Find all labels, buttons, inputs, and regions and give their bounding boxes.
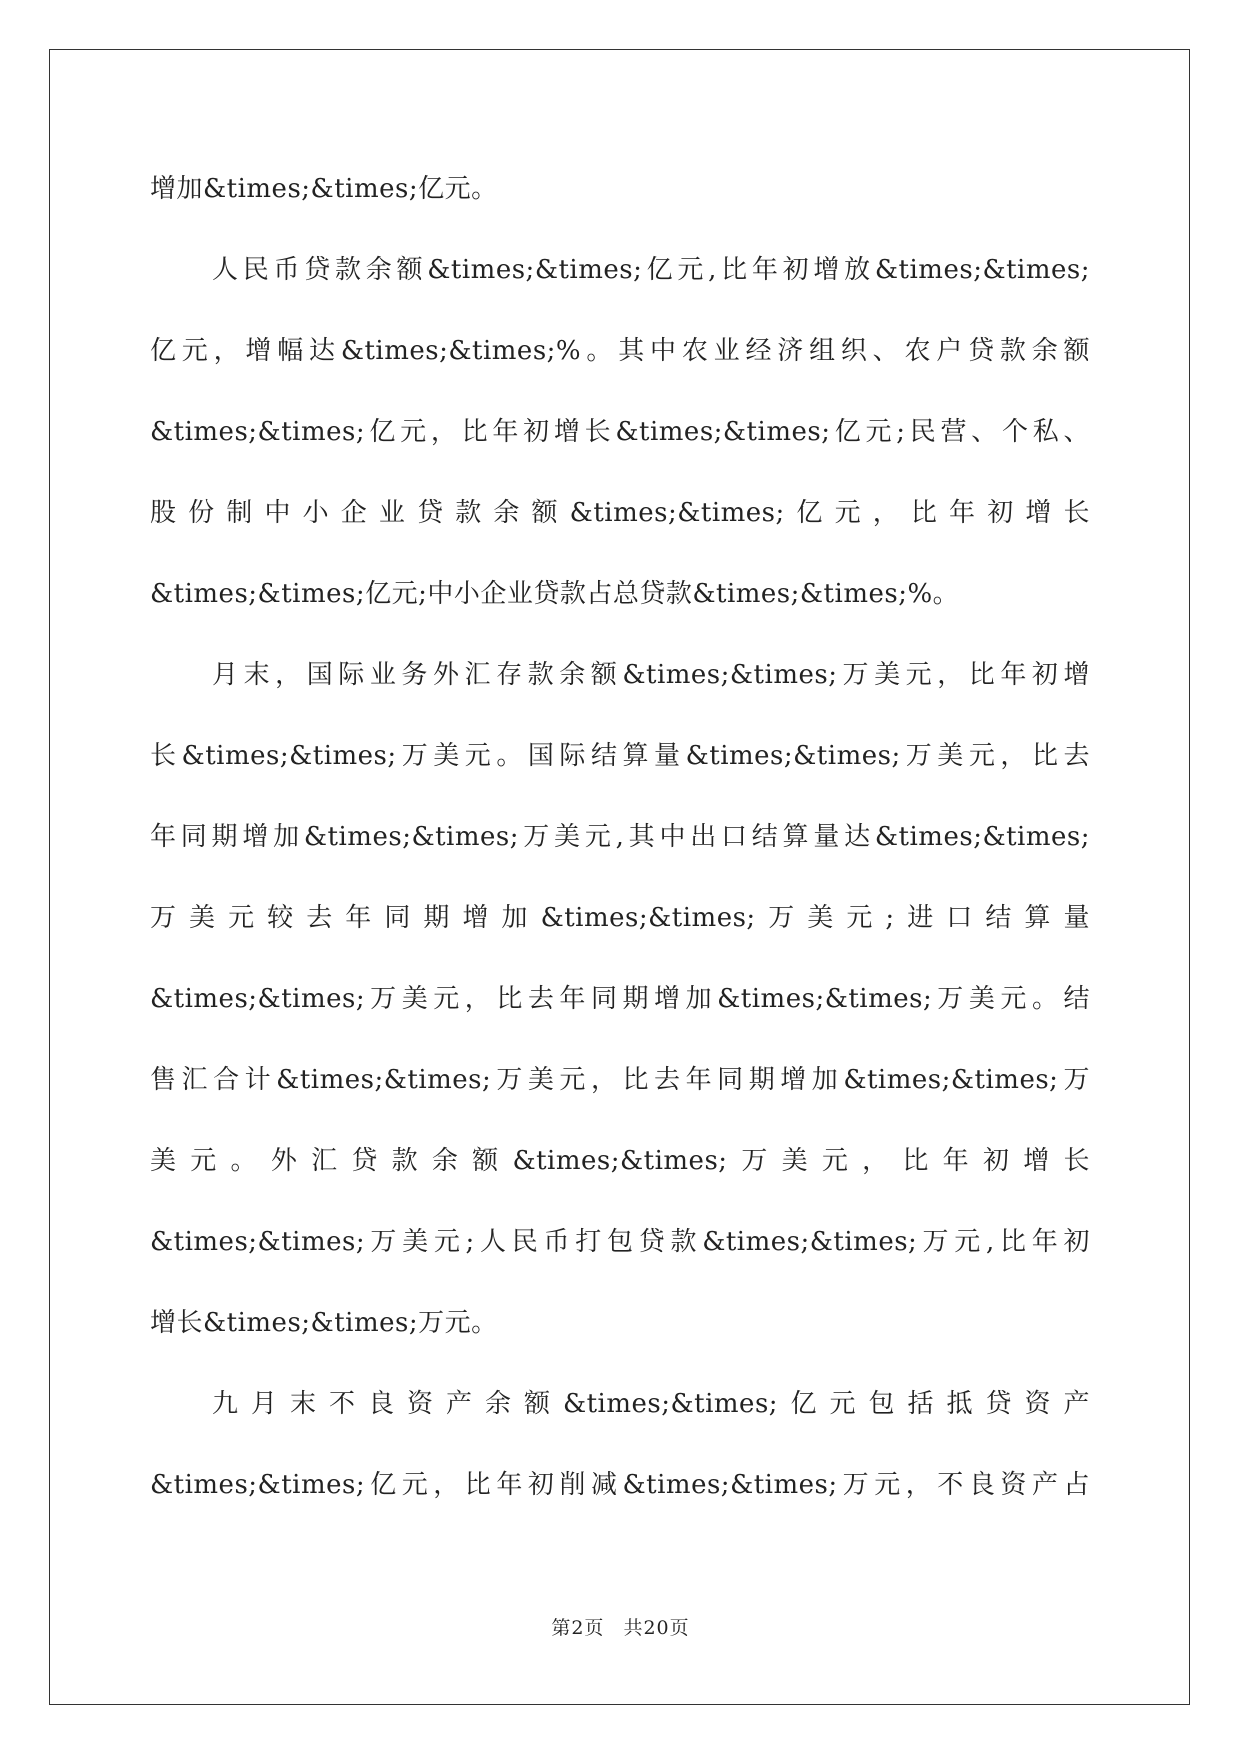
text-line: &times;&times;亿元;中小企业贷款占总贷款&times;&times;%。 [150, 579, 960, 609]
text-line: 万美元较去年同期增加&times;&times;万美元;进口结算量 [150, 903, 1090, 933]
text-line: 亿元，增幅达&times;&times;%。其中农业经济组织、农户贷款余额 [150, 336, 1090, 366]
text-line: &times;&times;亿元，比年初增长&times;&times;亿元;民营、个私、 [150, 417, 1090, 447]
text-line: &times;&times;亿元，比年初削减&times;&times;万元，不良资产占 [150, 1470, 1090, 1500]
text-line: 增加&times;&times;亿元。 [150, 174, 498, 204]
text-line: &times;&times;万美元;人民币打包贷款&times;&times;万元,比年初 [150, 1227, 1090, 1257]
text-line: 年同期增加&times;&times;万美元,其中出口结算量达&times;&times; [150, 822, 1090, 852]
page-footer [0, 1613, 1241, 1640]
text-line: 长&times;&times;万美元。国际结算量&times;&times;万美元，比去 [150, 741, 1090, 771]
text-line: 增长&times;&times;万元。 [150, 1308, 498, 1338]
text-line: 九月末不良资产余额&times;&times;亿元包括抵贷资产 [212, 1389, 1090, 1419]
document-body [150, 165, 1090, 1542]
text-line: 美元。外汇贷款余额&times;&times;万美元，比年初增长 [150, 1146, 1090, 1176]
text-line: 股份制中小企业贷款余额&times;&times;亿元，比年初增长 [150, 498, 1090, 528]
text-line: 人民币贷款余额&times;&times;亿元,比年初增放&times;&times; [212, 255, 1090, 285]
text-line: 月末，国际业务外汇存款余额&times;&times;万美元，比年初增 [212, 660, 1090, 690]
page-number: 第2页 [551, 1617, 605, 1639]
page-total: 共20页 [623, 1617, 690, 1639]
text-line: &times;&times;万美元，比去年同期增加&times;&times;万美元。结 [150, 984, 1090, 1014]
text-line: 售汇合计&times;&times;万美元，比去年同期增加&times;&times;万 [150, 1065, 1090, 1095]
